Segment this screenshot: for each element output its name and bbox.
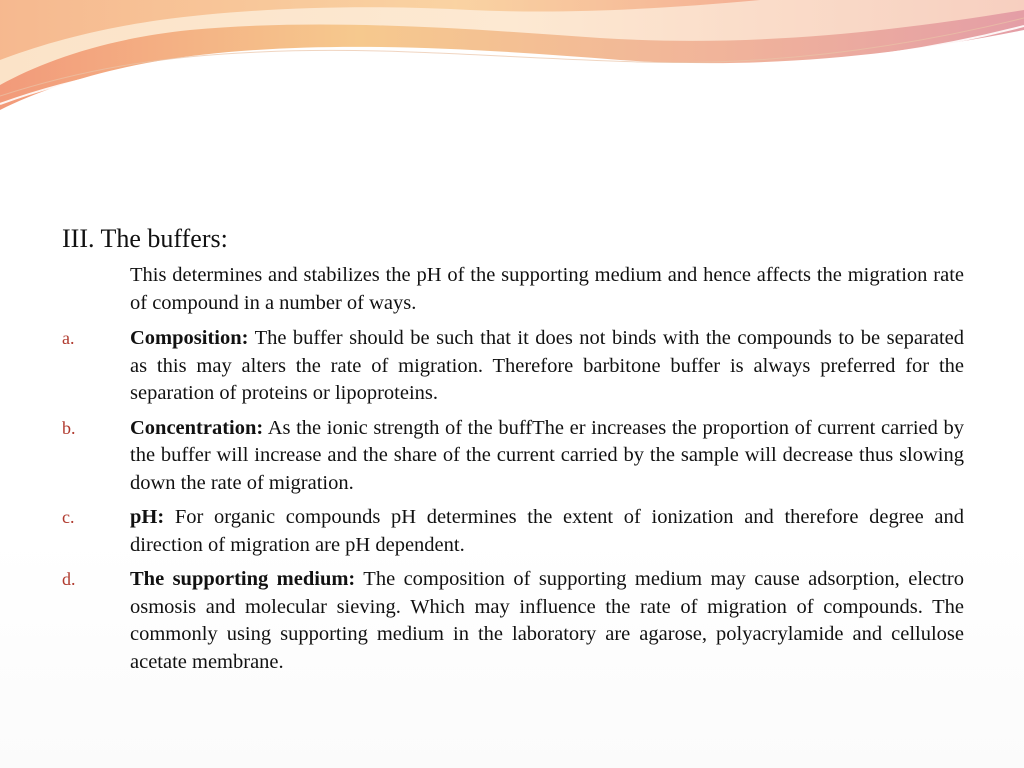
list-marker: c. (62, 507, 75, 527)
item-text: The composition of supporting medium may cause adsorption, electro osmosis and molecular sieving. Which may influence the rate of migration of compounds. The commonly using supporting medium in the laboratory are agarose, polyacrylamide and cellulose acetate membrane. (130, 568, 964, 673)
item-term: pH: (130, 506, 165, 528)
item-text: As the ionic strength of the buffThe er increases the proportion of current carried by the buffer will increase and the share of the current carried by the sample will decrease thus slowing down the rate of migration. (130, 416, 964, 494)
list-item-concentration (62, 415, 964, 498)
list-item-ph (62, 504, 964, 559)
slide-content (62, 222, 964, 683)
list-marker: b. (62, 417, 76, 438)
list-item-composition (62, 325, 964, 408)
list-item-supporting-medium (62, 566, 964, 676)
intro-paragraph: This determines and stabilizes the pH of the supporting medium and hence affects the migration rate of compound in a number of ways. (130, 264, 964, 314)
item-text: For organic compounds pH determines the extent of ionization and therefore degree and direction of migration are pH dependent. (130, 506, 964, 556)
item-term: Composition: (130, 327, 249, 349)
item-term: The supporting medium: (130, 568, 356, 590)
item-text: The buffer should be such that it does not binds with the compounds to be separated as this may alters the rate of migration. Therefore barbitone buffer is always preferred for the separation of proteins or lipoproteins. (130, 327, 964, 404)
list-marker: a. (62, 328, 75, 348)
item-term: Concentration: (130, 416, 264, 439)
section-heading: III. The buffers: (62, 224, 228, 253)
decorative-wave-banner (0, 0, 1024, 130)
list-marker: d. (62, 569, 76, 589)
